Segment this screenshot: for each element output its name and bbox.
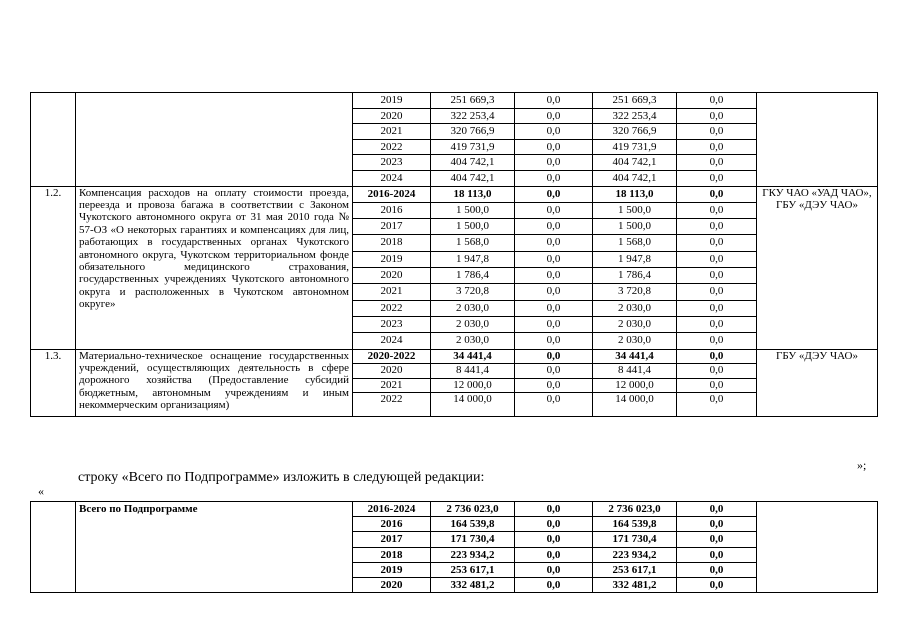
table-row [31, 502, 878, 593]
amount: 0,0 [515, 219, 592, 235]
table-row [31, 93, 878, 187]
amount: 0,0 [677, 317, 756, 333]
amount: 0,0 [677, 548, 756, 563]
year: 2023 [353, 155, 430, 171]
amount: 404 742,1 [612, 171, 657, 184]
amount: 1 500,0 [593, 219, 676, 235]
years-cell [353, 93, 431, 187]
amount: 0,0 [515, 517, 592, 532]
year: 2016 [353, 203, 430, 219]
amount: 2 736 023,0 [431, 502, 514, 517]
amount: 1 500,0 [431, 203, 514, 219]
amount: 2 030,0 [593, 317, 676, 333]
year: 2024 [380, 171, 403, 184]
amount: 404 742,1 [593, 155, 676, 171]
amount: 34 441,4 [431, 350, 514, 365]
year: 2022 [353, 301, 430, 317]
years-cell [353, 349, 431, 417]
closing-quote: »; [857, 458, 867, 472]
description-cell: Материально-техническое оснащение государственных учреждений, осуществляющих деятельность в сфере дорожного хозяйства (Предоставление субсидий бюджетным, автономным учреждениям и иным некоммерческим организациям) [76, 349, 353, 417]
year: 2016-2024 [353, 187, 430, 203]
amount: 419 731,9 [431, 140, 514, 156]
federal-cell [515, 349, 593, 417]
amount: 0,0 [677, 563, 756, 578]
year: 2020 [353, 364, 430, 379]
row-number-cell: 1.3. [31, 349, 76, 417]
amount: 1 568,0 [593, 235, 676, 251]
instruction-text: строку «Всего по Подпрограмме» изложить в следующей редакции: [78, 470, 485, 485]
year: 2022 [353, 140, 430, 156]
amount: 1 500,0 [431, 219, 514, 235]
amount: 404 742,1 [431, 155, 514, 171]
amount: 2 030,0 [618, 334, 651, 347]
amount: 0,0 [546, 334, 561, 347]
amount: 223 934,2 [593, 548, 676, 563]
amount: 0,0 [677, 532, 756, 547]
year: 2019 [353, 252, 430, 268]
amount: 332 481,2 [450, 578, 495, 591]
regional-cell [593, 93, 677, 187]
amount: 0,0 [677, 284, 756, 300]
table-row [31, 186, 878, 349]
amount: 164 539,8 [431, 517, 514, 532]
amount: 1 786,4 [431, 268, 514, 284]
responsible-cell: ГБУ «ДЭУ ЧАО» [757, 349, 878, 417]
amount: 419 731,9 [593, 140, 676, 156]
amount: 0,0 [677, 219, 756, 235]
total-cell [431, 349, 515, 417]
amount: 3 720,8 [431, 284, 514, 300]
year: 2017 [353, 532, 430, 547]
years-cell [353, 186, 431, 349]
federal-cell [515, 186, 593, 349]
amount: 332 481,2 [612, 578, 657, 591]
amount: 0,0 [515, 317, 592, 333]
amount: 0,0 [677, 268, 756, 284]
amount: 0,0 [515, 364, 592, 379]
amount: 0,0 [515, 252, 592, 268]
amount: 223 934,2 [431, 548, 514, 563]
amount: 2 030,0 [431, 317, 514, 333]
year: 2022 [380, 393, 403, 406]
year: 2016-2024 [353, 502, 430, 517]
amount: 0,0 [515, 548, 592, 563]
amount: 0,0 [515, 124, 592, 140]
opening-quote: « [38, 484, 44, 498]
amount: 0,0 [709, 171, 724, 184]
regional-cell [593, 186, 677, 349]
amount: 0,0 [515, 187, 592, 203]
total-label: Всего по Подпрограмме [79, 503, 198, 515]
amount: 171 730,4 [593, 532, 676, 547]
amount: 0,0 [677, 301, 756, 317]
year: 2020 [380, 578, 403, 591]
amount: 251 669,3 [431, 93, 514, 109]
year: 2020 [353, 109, 430, 125]
amount: 1 947,8 [431, 252, 514, 268]
amount: 8 441,4 [593, 364, 676, 379]
responsible-cell: ГКУ ЧАО «УАД ЧАО», ГБУ «ДЭУ ЧАО» [757, 186, 878, 349]
amount: 1 568,0 [431, 235, 514, 251]
year: 2018 [353, 235, 430, 251]
amount: 251 669,3 [593, 93, 676, 109]
amount: 2 030,0 [593, 301, 676, 317]
program-table [30, 92, 878, 417]
year: 2017 [353, 219, 430, 235]
row-number-cell [31, 93, 76, 187]
amount: 0,0 [515, 563, 592, 578]
amount: 0,0 [515, 235, 592, 251]
amount: 0,0 [546, 393, 561, 406]
responsible-cell [757, 502, 878, 593]
amount: 0,0 [677, 252, 756, 268]
regional-cell [593, 349, 677, 417]
year: 2019 [353, 93, 430, 109]
row-number-cell: 1.2. [31, 186, 76, 349]
amount: 322 253,4 [593, 109, 676, 125]
amount: 0,0 [677, 502, 756, 517]
amount: 34 441,4 [593, 350, 676, 365]
amount: 0,0 [515, 155, 592, 171]
amount: 0,0 [515, 109, 592, 125]
other-cell [677, 93, 757, 187]
amount: 320 766,9 [593, 124, 676, 140]
amount: 0,0 [677, 124, 756, 140]
amount: 2 736 023,0 [593, 502, 676, 517]
amount: 164 539,8 [593, 517, 676, 532]
year: 2020 [353, 268, 430, 284]
amount: 0,0 [677, 140, 756, 156]
year: 2019 [353, 563, 430, 578]
amount: 0,0 [677, 364, 756, 379]
amount: 0,0 [515, 350, 592, 365]
amount: 0,0 [546, 578, 561, 591]
amount: 0,0 [677, 187, 756, 203]
other-cell [677, 349, 757, 417]
amount: 3 720,8 [593, 284, 676, 300]
year: 2018 [353, 548, 430, 563]
amount: 0,0 [677, 235, 756, 251]
amount: 0,0 [515, 502, 592, 517]
total-cell [431, 93, 515, 187]
amount: 404 742,1 [450, 171, 495, 184]
year: 2016 [353, 517, 430, 532]
amount: 0,0 [677, 109, 756, 125]
other-cell [677, 502, 757, 593]
amount: 0,0 [515, 379, 592, 394]
amount: 0,0 [677, 517, 756, 532]
amount: 1 947,8 [593, 252, 676, 268]
amount: 0,0 [515, 301, 592, 317]
amount: 0,0 [677, 379, 756, 394]
amount: 2 030,0 [456, 334, 489, 347]
table-row [31, 349, 878, 417]
responsible-cell [757, 93, 878, 187]
amount: 0,0 [709, 334, 724, 347]
amount: 322 253,4 [431, 109, 514, 125]
amount: 2 030,0 [431, 301, 514, 317]
amount: 0,0 [515, 284, 592, 300]
amount: 0,0 [677, 203, 756, 219]
row-number-cell [31, 502, 76, 593]
year: 2021 [353, 379, 430, 394]
amount: 18 113,0 [431, 187, 514, 203]
amount: 0,0 [677, 350, 756, 365]
amount: 0,0 [677, 155, 756, 171]
amount: 18 113,0 [593, 187, 676, 203]
amount: 12 000,0 [431, 379, 514, 394]
total-cell [431, 502, 515, 593]
amount: 0,0 [515, 268, 592, 284]
amount: 14 000,0 [615, 393, 654, 406]
amount: 0,0 [515, 93, 592, 109]
amount: 171 730,4 [431, 532, 514, 547]
amount: 0,0 [546, 171, 561, 184]
amount: 253 617,1 [431, 563, 514, 578]
total-label-cell [76, 502, 353, 593]
amount: 0,0 [709, 393, 724, 406]
years-cell [353, 502, 431, 593]
amount: 1 500,0 [593, 203, 676, 219]
amount: 12 000,0 [593, 379, 676, 394]
amount: 0,0 [515, 532, 592, 547]
amount: 320 766,9 [431, 124, 514, 140]
amount: 253 617,1 [593, 563, 676, 578]
amount: 0,0 [677, 93, 756, 109]
year: 2024 [380, 334, 403, 347]
amount: 0,0 [515, 203, 592, 219]
federal-cell [515, 93, 593, 187]
year: 2021 [353, 284, 430, 300]
amount: 1 786,4 [593, 268, 676, 284]
year: 2020-2022 [353, 350, 430, 365]
amount: 0,0 [515, 140, 592, 156]
amount: 0,0 [709, 578, 724, 591]
amount: 8 441,4 [431, 364, 514, 379]
year: 2021 [353, 124, 430, 140]
year: 2023 [353, 317, 430, 333]
amount: 14 000,0 [453, 393, 492, 406]
description-cell [76, 93, 353, 187]
total-cell [431, 186, 515, 349]
regional-cell [593, 502, 677, 593]
description-cell: Компенсация расходов на оплату стоимости проезда, переезда и провоза багажа в соответствии с Законом Чукотского автономного округа от 31 мая 2010 года № 57-ОЗ «О некоторых гарантиях и компенсациях для лиц, работающих в государственных органах Чукотского автономного округа, Чукотском территориальном фонде обязательного медицинского страхования, государственных учреждениях Чукотского автономного округа и расположенных в Чукотском автономном округе» [76, 186, 353, 349]
federal-cell [515, 502, 593, 593]
subprogram-total-table [30, 501, 878, 593]
other-cell [677, 186, 757, 349]
